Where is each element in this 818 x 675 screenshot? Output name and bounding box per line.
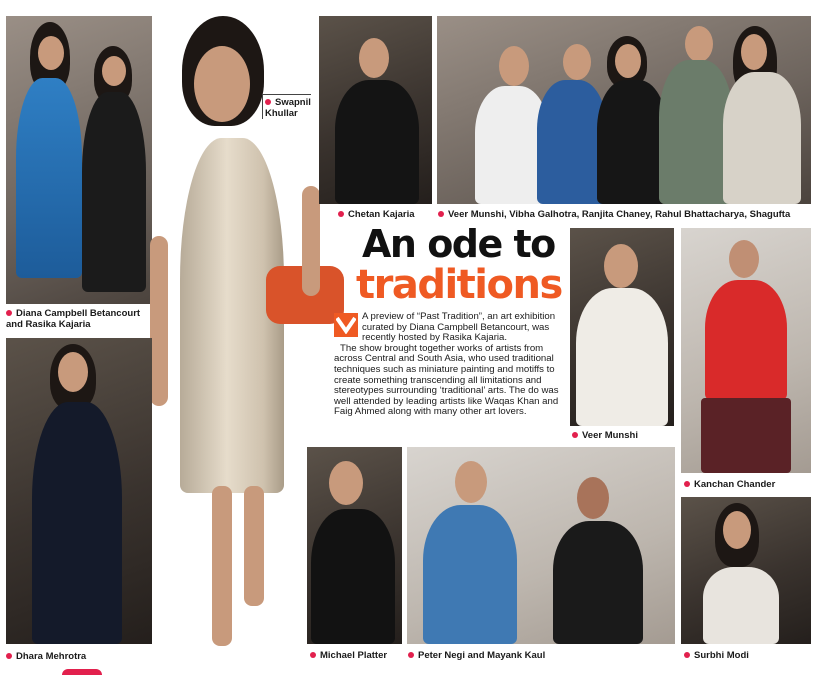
photo-michael [307,447,402,644]
caption-bullet-icon [572,432,578,438]
caption-bullet-icon [338,211,344,217]
photo-peter-mayank [407,447,675,644]
photo-chetan [319,16,432,204]
caption-chetan: Chetan Kajaria [338,209,415,220]
chevron-logo-icon [334,313,358,337]
headline-line-1: An ode to [362,222,555,266]
caption-bullet-icon [684,652,690,658]
caption-surbhi: Surbhi Modi [684,650,749,661]
caption-bullet-icon [438,211,444,217]
bottom-decoration [62,669,102,675]
caption-dhara: Dhara Mehrotra [6,651,86,662]
caption-bullet-icon [265,99,271,105]
caption-bullet-icon [6,653,12,659]
caption-veer: Veer Munshi [572,430,638,441]
photo-diana-rasika [6,16,152,304]
caption-bullet-icon [684,481,690,487]
photo-veer [570,228,674,426]
article-body [334,312,560,418]
photo-kanchan [681,228,811,473]
caption-michael: Michael Platter [310,650,387,661]
caption-bullet-icon [310,652,316,658]
article-paragraph-2: The show brought together works of artists from across Central and South Asia, who used traditional techniques such as miniature painting and motiffs to create something transcending all limitations and stereotypes surrounding ‘traditional’ arts. The do was well attended by leading artists like Waqas Khan and Faig Ahmed along with many other art lovers. [334,342,559,418]
caption-swapnil: Swapnil Khullar [262,94,311,119]
headline-line-2: traditions [356,262,562,308]
photo-surbhi [681,497,811,644]
caption-peter-mayank: Peter Negi and Mayank Kaul [408,650,545,661]
caption-kanchan: Kanchan Chander [684,479,775,490]
caption-bullet-icon [6,310,12,316]
photo-group [437,16,811,204]
caption-diana-rasika: Diana Campbell Betancourt and Rasika Kajaria [6,308,141,330]
article-paragraph-1: A preview of “Past Tradition”, an art exhibition curated by Diana Campbell Betancourt, was recently hosted by Rasika Kajaria. [362,311,556,344]
caption-group: Veer Munshi, Vibha Galhotra, Ranjita Chaney, Rahul Bhattacharya, Shagufta [438,209,790,220]
photo-dhara [6,338,152,644]
caption-bullet-icon [408,652,414,658]
